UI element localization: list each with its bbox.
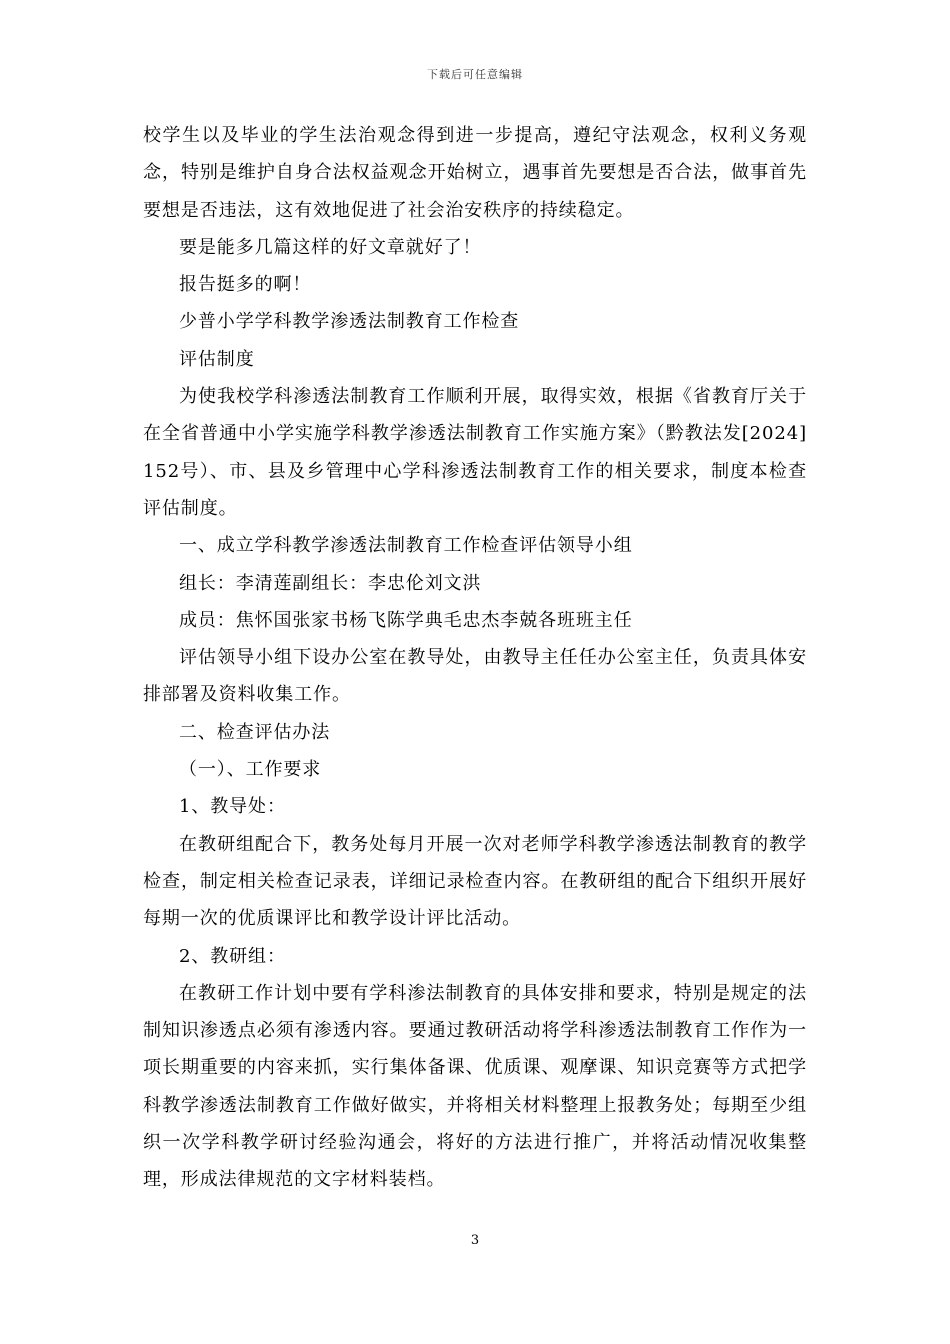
subsection-heading: （一）、工作要求: [179, 759, 322, 781]
paragraph-intro: 为使我校学科渗透法制教育工作顺利开展，取得实效，根据《省教育厅关于在全省普通中小学实施学科教学渗透法制教育工作实施方案》（黔教法发[2024]152号）、市、县及乡管理中心学科渗透法制教育工作的相关要求，制度本检查评估制度。: [143, 386, 807, 519]
paragraph-research-group: 在教研工作计划中要有学科渗法制教育的具体安排和要求，特别是规定的法制知识渗透点必须有渗透内容。要通过教研活动将学科渗透法制教育工作作为一项长期重要的内容来抓，实行集体备课、优质课、观摩课、知识竞赛等方式把学科教学渗透法制教育工作做好做实，并将相关材料整理上报教务处；每期至少组织一次学科教学研讨经验沟通会，将好的方法进行推广，并将活动情况收集整理，形成法律规范的文字材料装档。: [143, 982, 807, 1191]
section-heading-2: 二、检查评估办法: [179, 721, 331, 743]
page-number: 3: [470, 1233, 480, 1248]
paragraph-comment-1: 要是能多几篇这样的好文章就好了！: [179, 236, 482, 258]
paragraph-continuation: 校学生以及毕业的学生法治观念得到进一步提高，遵纪守法观念，权利义务观念，特别是维护自身合法权益观念开始树立，遇事首先要想是否合法，做事首先要想是否违法，这有效地促进了社会治安秩序的持续稳定。: [143, 125, 807, 221]
paragraph-teaching-office: 在教研组配合下，教务处每月开展一次对老师学科教学渗透法制教育的教学检查，制定相关检查记录表，详细记录检查内容。在教研组的配合下组织开展好每期一次的优质课评比和教学设计评比活动。: [143, 833, 807, 930]
item-heading-1: 1、教导处：: [179, 796, 286, 818]
paragraph-comment-2: 报告挺多的啊！: [179, 274, 312, 296]
section-heading-1: 一、成立学科教学渗透法制教育工作检查评估领导小组: [179, 535, 633, 557]
paragraph-members: 成员：焦怀国张家书杨飞陈学典毛忠杰李兢各班班主任: [179, 609, 633, 631]
document-title-line-2: 评估制度: [179, 348, 255, 370]
paragraph-office: 评估领导小组下设办公室在教导处，由教导主任任办公室主任，负责具体安排部署及资料收集工作。: [143, 647, 807, 706]
item-heading-2: 2、教研组：: [179, 945, 286, 967]
paragraph-leader: 组长：李清莲副组长：李忠伦刘文洪: [179, 572, 482, 594]
page-header: 下载后可任意编辑: [427, 68, 523, 81]
document-body: [143, 117, 807, 1199]
document-title-line-1: 少普小学学科教学渗透法制教育工作检查: [179, 311, 520, 333]
